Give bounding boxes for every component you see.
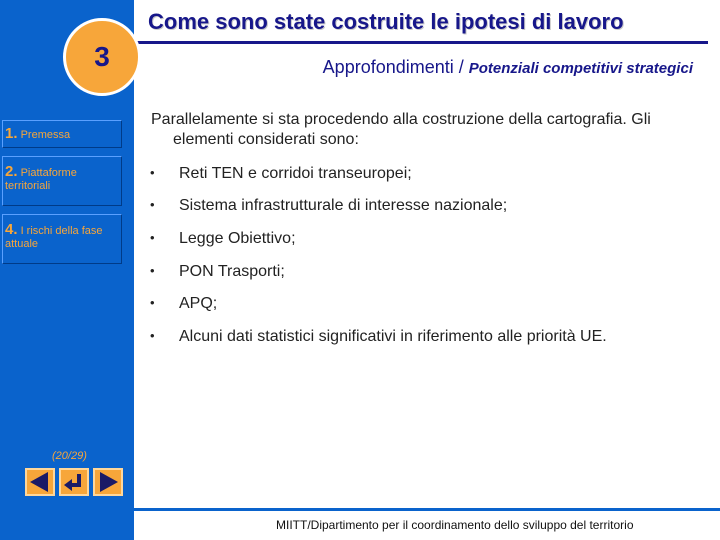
arrow-right-icon — [95, 470, 121, 494]
bullet-icon: • — [150, 263, 155, 278]
footer-divider — [134, 508, 720, 511]
sidebar-item-label: Piattaforme territoriali — [5, 167, 77, 192]
subtitle-main: Approfondimenti / — [322, 57, 469, 77]
next-button[interactable] — [93, 468, 123, 496]
list-item-text: Alcuni dati statistici significativi in riferimento alle priorità UE. — [179, 328, 607, 345]
list-item-text: Reti TEN e corridoi transeuropei; — [179, 165, 412, 182]
return-button[interactable] — [59, 468, 89, 496]
sidebar-item-label: Premessa — [17, 129, 71, 141]
list-item-text: Sistema infrastrutturale di interesse nazionale; — [179, 197, 508, 214]
footer-text: MIITT/Dipartimento per il coordinamento dello sviluppo del territorio — [276, 518, 634, 532]
section-badge — [63, 18, 141, 96]
section-number: 3 — [94, 41, 110, 72]
bullet-icon: • — [150, 197, 155, 212]
bullet-icon: • — [150, 165, 155, 180]
list-item-text: APQ; — [179, 295, 218, 312]
bullet-icon: • — [150, 230, 155, 245]
return-arrow-icon — [61, 470, 87, 494]
arrow-left-icon — [27, 470, 53, 494]
sidebar-item-piattaforme[interactable] — [2, 156, 122, 206]
intro-text — [151, 110, 711, 150]
intro-paragraph: Parallelamente si sta procedendo alla costruzione della cartografia. Gli elementi considerati sono: — [151, 111, 651, 148]
page-title: Come sono state costruite le ipotesi di lavoro — [148, 9, 624, 34]
bullet-icon: • — [150, 295, 155, 310]
prev-button[interactable] — [25, 468, 55, 496]
sidebar-item-label: I rischi della fase attuale — [5, 225, 103, 250]
page-counter: (20/29) — [52, 450, 87, 462]
sidebar-item-number: 1. — [5, 125, 18, 142]
subtitle-emphasis: Potenziali competitivi strategici — [468, 60, 693, 77]
list-item-text: PON Trasporti; — [179, 263, 285, 280]
sidebar-item-number: 4. — [5, 221, 18, 238]
list-item-text: Legge Obiettivo; — [179, 230, 296, 247]
sidebar-item-rischi[interactable] — [2, 214, 122, 264]
title-divider — [134, 41, 708, 44]
sidebar-item-premessa[interactable] — [2, 120, 122, 148]
bullet-icon: • — [150, 328, 155, 343]
subtitle — [323, 57, 693, 78]
sidebar-item-number: 2. — [5, 163, 18, 180]
